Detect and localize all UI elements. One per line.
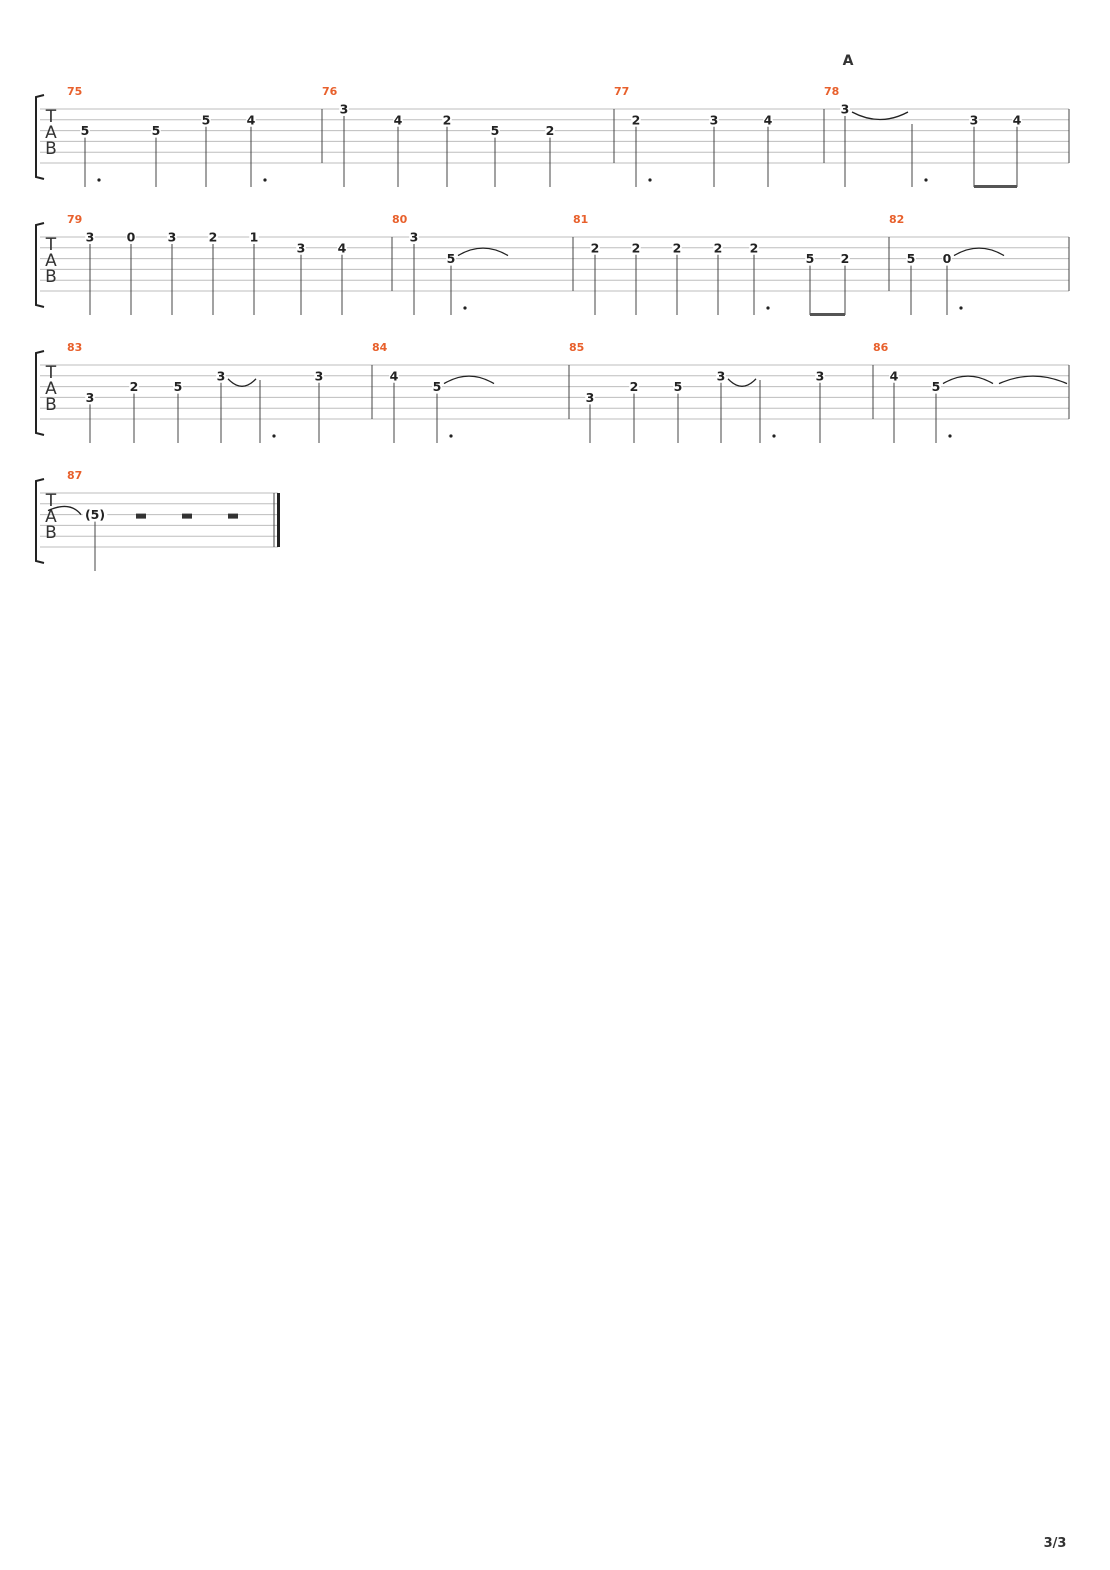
fret-number: 2 [631, 112, 641, 128]
fret-number: 2 [629, 379, 639, 395]
duration-dot [924, 178, 927, 181]
tab-clef-letter: A [45, 507, 57, 527]
fret-number: 3 [85, 389, 95, 405]
fret-number: 5 [906, 251, 916, 267]
fret-number: 5 [490, 123, 500, 139]
fret-number: 5 [673, 379, 683, 395]
measure-number: 76 [322, 85, 338, 98]
measure [322, 85, 614, 187]
measure-number: 78 [824, 85, 840, 98]
tie-arc [999, 376, 1067, 384]
duration-dot [766, 306, 769, 309]
tab-clef-letter: A [45, 379, 57, 399]
tie-arc [444, 376, 494, 384]
system-bracket [36, 351, 44, 435]
duration-dot [449, 434, 452, 437]
fret-number: 3 [167, 229, 177, 245]
fret-number: 2 [840, 251, 850, 267]
measure [392, 213, 573, 315]
fret-number: 2 [672, 240, 682, 256]
tab-clef-letter: T [45, 363, 57, 383]
fret-number: 4 [389, 368, 399, 384]
duration-dot [959, 306, 962, 309]
system-bracket [36, 223, 44, 307]
fret-number: 3 [314, 368, 324, 384]
duration-dot [263, 178, 266, 181]
fret-number: 3 [296, 240, 306, 256]
section-marker: A [842, 53, 854, 69]
final-barline [277, 493, 280, 547]
fret-number: 5 [931, 379, 941, 395]
measure-number: 79 [67, 213, 83, 226]
measure-number: 87 [67, 469, 83, 482]
measure [67, 85, 322, 187]
measure [372, 341, 569, 443]
fret-number: 3 [709, 112, 719, 128]
fret-number: 3 [409, 229, 419, 245]
fret-number: 2 [442, 112, 452, 128]
measure [824, 85, 1069, 188]
measure-number: 85 [569, 341, 585, 354]
measure [573, 213, 889, 316]
measure-number: 81 [573, 213, 589, 226]
fret-number: 4 [337, 240, 347, 256]
tab-system [36, 469, 280, 571]
fret-number: 4 [246, 112, 256, 128]
fret-number: 2 [129, 379, 139, 395]
fret-number: 4 [889, 368, 899, 384]
tab-clef-letter: T [45, 491, 57, 511]
tie-arc [943, 376, 993, 384]
tab-clef-letter: T [45, 107, 57, 127]
system-bracket [36, 479, 44, 563]
measure [67, 341, 372, 443]
fret-number: 3 [969, 112, 979, 128]
fret-number: 5 [432, 379, 442, 395]
measure-number: 84 [372, 341, 388, 354]
duration-dot [648, 178, 651, 181]
fret-number: 4 [1012, 112, 1022, 128]
measure [48, 469, 280, 571]
tab-clef-letter: T [45, 235, 57, 255]
tab-clef-letter: A [45, 123, 57, 143]
tab-system [36, 341, 1069, 443]
fret-number: 3 [216, 368, 226, 384]
system-bracket [36, 95, 44, 179]
tab-clef-letter: B [45, 523, 57, 543]
tab-system [36, 213, 1069, 316]
measure-number: 82 [889, 213, 905, 226]
tie-arc [852, 112, 908, 120]
fret-number: 4 [393, 112, 403, 128]
fret-number: 0 [942, 251, 952, 267]
tie-arc [728, 379, 756, 387]
fret-number: 2 [631, 240, 641, 256]
measure-number: 77 [614, 85, 630, 98]
duration-dot [463, 306, 466, 309]
duration-dot [97, 178, 100, 181]
tab-clef-letter: B [45, 395, 57, 415]
fret-number: 2 [713, 240, 723, 256]
tie-arc [458, 248, 508, 256]
fret-number: 3 [585, 389, 595, 405]
fret-number: 3 [339, 101, 349, 117]
rest-symbol [228, 514, 238, 519]
fret-number: 5 [151, 123, 161, 139]
tab-clef-letter: B [45, 267, 57, 287]
fret-number: 2 [749, 240, 759, 256]
fret-number: 2 [590, 240, 600, 256]
measure-number: 75 [67, 85, 83, 98]
beam [974, 185, 1017, 188]
fret-number: 1 [249, 229, 259, 245]
rest-symbol [136, 514, 146, 519]
tie-arc [954, 248, 1004, 256]
tab-clef-letter: B [45, 139, 57, 159]
fret-number: 5 [805, 251, 815, 267]
duration-dot [948, 434, 951, 437]
fret-number: 5 [80, 123, 90, 139]
page-number: 3/3 [1043, 1536, 1067, 1551]
fret-number: (5) [84, 507, 106, 523]
tab-system [36, 85, 1069, 188]
beam [810, 313, 845, 316]
measure [614, 85, 824, 187]
fret-number: 3 [840, 101, 850, 117]
measure-number: 83 [67, 341, 83, 354]
measure [889, 213, 1069, 315]
measure [67, 213, 392, 315]
fret-number: 5 [201, 112, 211, 128]
measure-number: 80 [392, 213, 408, 226]
measure [569, 341, 873, 443]
measure-number: 86 [873, 341, 889, 354]
fret-number: 3 [815, 368, 825, 384]
fret-number: 5 [173, 379, 183, 395]
fret-number: 5 [446, 251, 456, 267]
fret-number: 0 [126, 229, 136, 245]
tie-arc [228, 379, 256, 387]
fret-number: 3 [85, 229, 95, 245]
rest-symbol [182, 514, 192, 519]
fret-number: 2 [208, 229, 218, 245]
fret-number: 3 [716, 368, 726, 384]
duration-dot [272, 434, 275, 437]
tab-clef-letter: A [45, 251, 57, 271]
measure [873, 341, 1069, 443]
fret-number: 2 [545, 123, 555, 139]
duration-dot [772, 434, 775, 437]
fret-number: 4 [763, 112, 773, 128]
